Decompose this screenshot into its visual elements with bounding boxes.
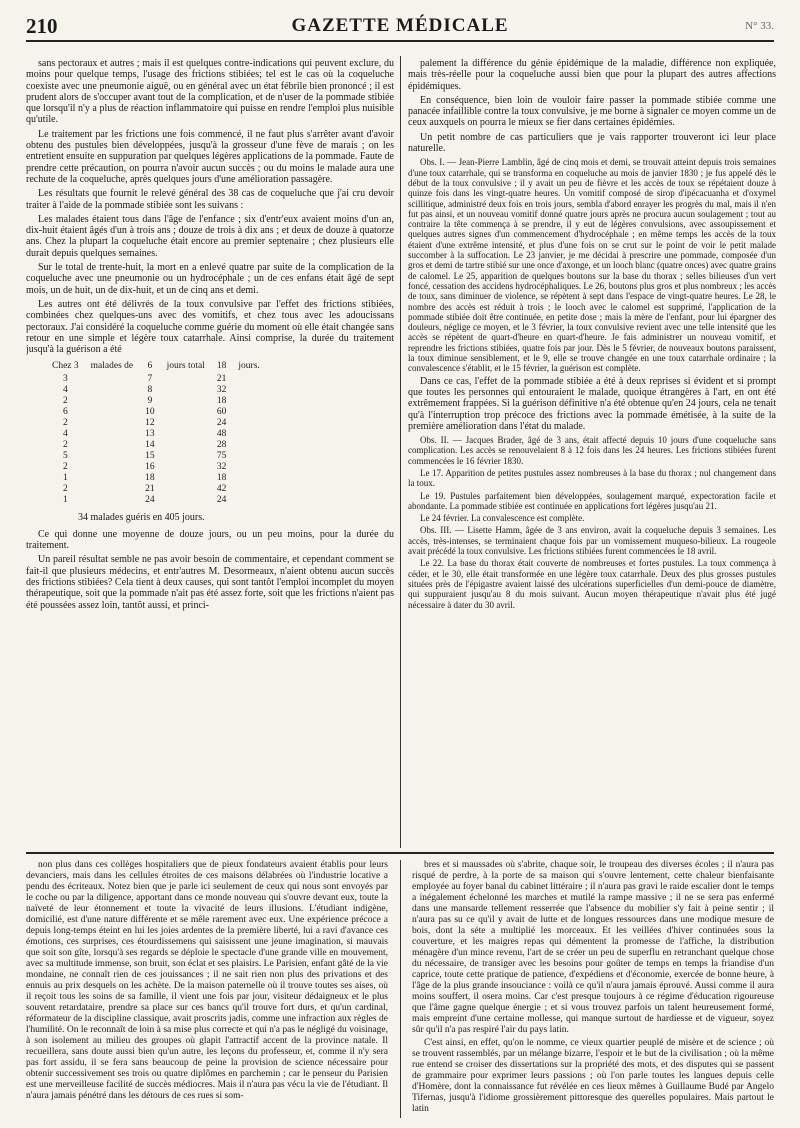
page-header — [26, 14, 774, 42]
table-cell — [161, 495, 211, 506]
table-row — [46, 407, 266, 418]
paragraph: C'est ainsi, en effet, qu'on le nomme, ce vieux quartier peuplé de misère et de science ; où se trouvent rassemblés, par un mélange bizarre, l'espoir et le but de la civilisation ; où la même rue entend se croiser des dissertations sur la propriété des mots, et des disputes qui se passent de grammaire pour exprimer leurs passions ; où l'on parle toutes les langues depuis celle d'Homère, dont la connaissance fut révélée en ces lieux mêmes à Guillaume Budé par Angelo Tifernas, jusqu'à l'idiome grossièrement pittoresque des querelles populaires. Mais partout le latin — [412, 1038, 774, 1114]
table-cell: 6 — [147, 361, 153, 372]
table-cell: 5 — [62, 451, 68, 462]
table-cell: 6 — [62, 407, 68, 418]
table-row — [46, 473, 266, 484]
total-text: malades guéris en — [90, 512, 163, 524]
table-cell: 18 — [145, 473, 155, 484]
table-cell: 18 — [216, 361, 227, 372]
table-cell — [161, 462, 211, 473]
table-cell: 48 — [216, 429, 227, 440]
paragraph: palement la différence du génie épidémique de la maladie, différence non expliquée, mais très-réelle pour la coqueluche aussi bien que pour la plupart des autres affections épidémiques. — [408, 58, 776, 92]
feuilleton-left-column — [26, 860, 388, 1120]
treatment-duration-table — [46, 361, 266, 506]
table-cell: 14 — [145, 440, 155, 451]
table-cell — [232, 484, 265, 495]
paragraph: Dans ce cas, l'effet de la pommade stibiée a été à deux reprises si évident et si prompt que toutes les personnes qui entouraient le malade, quoique étrangères à l'art, en ont été extrêmement frappées. Si la guérison définitive n'a été obtenue qu'en 24 jours, cela ne tenait qu'à l'interruption trop précoce des frictions avec la pommade émétisée, à la suite de la première amélioration dans l'état du malade. — [408, 375, 776, 432]
table-cell: 32 — [216, 462, 227, 473]
table-cell: 12 — [145, 418, 155, 429]
table-cell: malades de — [90, 361, 134, 372]
table-cell: 1 — [62, 473, 68, 484]
table-row — [46, 440, 266, 451]
table-cell: 21 — [145, 484, 155, 495]
table-cell: 3 — [62, 374, 68, 385]
table-row — [46, 429, 266, 440]
table-cell — [161, 429, 211, 440]
paragraph: Les malades étaient tous dans l'âge de l'enfance ; six d'entr'eux avaient moins d'un an, dix-huit étaient âgés d'un à trois ans ; douze de trois à dix ans ; et deux de douze à quatorze ans. Chez la plupart la coqueluche était encore au premier septenaire ; chez plusieurs elle durait depuis quelques semaines. — [26, 213, 394, 259]
table-cell: 21 — [216, 374, 227, 385]
table-cell — [85, 440, 139, 451]
table-cell — [232, 451, 265, 462]
paragraph: Obs. I. — Jean-Pierre Lamblin, âgé de cinq mois et demi, se trouvait atteint depuis trois semaines d'une toux catarrhale, qui se transforma en coqueluche au mois de janvier 1830 ; je fus appelé dès le début de la toux convulsive ; il y avait un peu de fièvre et les accès de toux se répétaient douze à quinze fois dans les vingt-quatre heures. Un vomitif composé de sirop d'ipécacuanha et d'oxymel scillitique, administré deux fois en trois jours, sembla d'abord enrayer les progrès du mal, mais il n'en fut pas ainsi, et un nouveau vomitif donné quatre jours après ne procura aucun soulagement ; tout au contraire la tête commença à se prendre, il y eut de légères convulsions, avec assoupissement et quelques autres signes d'un commencement d'hydrocéphale ; en même temps les accès de la toux étaient d'une extrême intensité, et plus d'une fois on se crut sur le point de voir le petit malade succomber à la suffocation. Le 23 janvier, je me décidai à prescrire une pommade, composée d'un gros et demi de tartre stibié sur une once d'axonge, et un looch blanc (quatre onces) avec quatre grains de calomel. Le 25, apparition de quelques boutons sur la base du thorax ; selles bilieuses d'un vert foncé, cessation des accidens hydrocéphaliques. Le 26, boutons plus gros et plus nombreux ; les accès de toux, sans diminuer de violence, se répètent à sept dans l'espace de vingt-quatre heures. Le 28, le nombre des accès est réduit à trois ; le looch avec le calomel est supprimé, l'application de la pommade stibiée doit être continuée, en petite dose ; mais la mère de l'enfant, pour lui épargner des douleurs, néglige ce moyen, et le 3 février, la toux convulsive revient avec une telle intensité que les accès se répètent de quart-d'heure en quart-d'heure. Je fais administrer un nouveau vomitif, et reprendre les frictions stibiées, quatre fois par jour. Dès le 5 février, de nouveaux boutons paraissent, la toux diminue sensiblement, et le 9, elle se trouve changée en une toux catarrhale ordinaire ; la convalescence s'établit, et le 15 février, la guérison est complète. — [408, 157, 776, 374]
paragraph: Un pareil résultat semble ne pas avoir besoin de commentaire, et cependant comment se fait-il que plusieurs médecins, et entr'autres M. Desormeaux, n'aient obtenu aucun succès des frictions stibiées? Cela tient à deux causes, qui sont tantôt l'emploi incomplet du moyen thérapeutique, soit que la pommade n'ait pas été assez forte, soit que les frictions n'aient pas été poussées assez loin, tantôt aussi, et princi- — [26, 554, 394, 611]
table-cell: 18 — [216, 396, 227, 407]
table-cell — [161, 440, 211, 451]
table-cell: 10 — [145, 407, 155, 418]
table-cell: 32 — [216, 385, 227, 396]
table-cell: 2 — [62, 418, 68, 429]
table-row — [46, 462, 266, 473]
table-cell — [232, 440, 265, 451]
table-cell — [85, 462, 139, 473]
page-title: GAZETTE MÉDICALE — [291, 15, 509, 36]
right-column — [408, 58, 776, 848]
paragraph: bres et si maussades où s'abrite, chaque soir, le troupeau des diverses écoles ; il n'aura pas risqué de perdre, à la porte de sa maison qui s'ouvre lentement, cette chaleur bienfaisante employée au foyer banal du cabinet littéraire ; il n'aura pas gravi le raide escalier dont le temps a inégalement échelonné les marches et mutilé la rampe massive ; il ne se sera pas enfermé dans une mansarde tellement resserrée que l'absence du mobilier s'y fait à peine sentir ; il n'aura pas su ce qu'il y avait de lutte et de longues ressources dans une modique mesure de bois, dont la séte a multiplié les morceaux. Et les veillées d'hiver continuées sous la couverture, et les maigres repas qui démentent la promesse de l'affiche, la distribution ménagère d'un mince revenu, l'art de se créer un peu de superflu en retranchant quelque chose du nécessaire, de transiger avec les besoins pour goûter de temps en temps la friandise d'un caprice, toute cette pratique de patience, d'expédiens et d'économie, exercée de bonne heure, à l'âge de la plus grande insouciance : voilà ce qu'il n'aura jamais éprouvé. Aussi comme il aura moins souffert, il osera moins. Car c'est presque toujours à ce régime d'éducation rigoureuse que l'âme gagne quelque énergie ; et si vous trouvez parfois un talent heureusement formé, mais empreint d'une certaine mollesse, qui manque surtout de hardiesse et de vigueur, soyez sûr qu'il n'a pas respiré l'air du pays latin. — [412, 860, 774, 1035]
paragraph: Le 24 février. La convalescence est complète. — [420, 513, 585, 524]
column-divider — [400, 860, 401, 1118]
table-row — [46, 418, 266, 429]
issue-number: N° 33. — [745, 20, 774, 32]
table-cell — [161, 396, 211, 407]
paragraph: Un petit nombre de cas particuliers que je vais rapporter trouveront ici leur place naturelle. — [408, 131, 776, 155]
paragraph: Sur le total de trente-huit, la mort en a enlevé quatre par suite de la complication de la coqueluche avec une pneumonie ou un hydrocéphale ; un de ces enfans était âgé de sept mois, un de huit, un de dix-huit, et un de cinq ans et demi. — [26, 262, 394, 296]
table-cell: 24 — [145, 495, 155, 506]
table-cell: 7 — [147, 374, 153, 385]
table-cell — [161, 407, 211, 418]
table-cell — [85, 451, 139, 462]
table-cell: 2 — [62, 396, 68, 407]
table-body — [46, 374, 266, 506]
table-cell — [232, 462, 265, 473]
table-row — [46, 385, 266, 396]
table-cell — [85, 418, 139, 429]
table-cell: 2 — [62, 484, 68, 495]
table-cell: 4 — [62, 429, 68, 440]
table-cell — [85, 374, 139, 385]
table-cell: 13 — [145, 429, 155, 440]
total-text: jours. — [182, 512, 205, 524]
table-cell: 16 — [145, 462, 155, 473]
table-row — [46, 374, 266, 385]
page-number: 210 — [26, 14, 58, 38]
table-cell: 75 — [216, 451, 227, 462]
observation-1 — [408, 157, 776, 373]
total-jours: 405 — [164, 512, 180, 524]
table-cell: 24 — [216, 418, 227, 429]
paragraph: Les autres ont été délivrés de la toux convulsive par l'effet des frictions stibiées, combinées chez quelques-uns avec des vomitifs, et chez tous avec les adoucissans pectoraux. J'ai considéré la coqueluche comme guérie du moment où elle était changée sans retour en une simple et légère toux catarrhale. Ainsi comprise, la durée du traitement jusqu'à la guérison a été — [26, 298, 394, 356]
table-cell — [161, 374, 211, 385]
table-row — [46, 484, 266, 495]
table-cell: 2 — [62, 462, 68, 473]
table-cell: Chez 3 — [52, 361, 79, 372]
table-cell: 2 — [62, 440, 68, 451]
table-cell — [85, 495, 139, 506]
table-cell — [232, 495, 265, 506]
table-cell: 60 — [216, 407, 227, 418]
paragraph: En conséquence, bien loin de vouloir faire passer la pommade stibiée comme une panacée infaillible contre la toux convulsive, je me borne à signaler ce moyen comme un de ceux auxquels on pourra le mieux se fier dans certaines épidémies. — [408, 94, 776, 129]
observation-2 — [408, 435, 776, 523]
total-malades: 34 — [78, 512, 88, 524]
paragraph: Le 17. Apparition de petites pustules assez nombreuses à la base du thorax ; nul changement dans la toux. — [408, 467, 776, 489]
table-cell: 24 — [216, 495, 227, 506]
table-cell: 42 — [216, 484, 227, 495]
observation-3 — [408, 525, 776, 609]
table-cell — [232, 429, 265, 440]
paragraph: Le 19. Pustules parfaitement bien développées, soulagement marqué, expectoration facile et abondante. La pommade stibiée est continuée en applications fort légères jusqu'au 21. — [408, 490, 776, 511]
paragraph: Obs. II. — Jacques Brader, âgé de 3 ans, était affecté depuis 10 jours d'une coqueluche sans complication. Les accès se renouvelaient 8 à 12 fois dans les 24 heures. Les frictions stibiées furent commencées le 16 février 1830. — [408, 435, 776, 466]
table-cell: 9 — [147, 396, 153, 407]
table-cell — [232, 396, 265, 407]
table-cell — [232, 418, 265, 429]
table-row — [46, 396, 266, 407]
table-cell: 18 — [216, 473, 227, 484]
table-cell — [161, 484, 211, 495]
table-cell — [161, 451, 211, 462]
paragraph: Le 22. La base du thorax était couverte de nombreuses et fortes pustules. La toux commença à céder, et le 30, elle était transformée en une légère toux catarrhale. Deux des plus grosses pustules situées près de l'épigastre avaient laissé des ulcérations superficielles d'un demi-pouce de diamètre, qui suppuraient jusqu'au 8 du mois suivant. Aucun moyen thérapeutique n'avait plus été jugé nécessaire à dater du 30 avril. — [408, 558, 776, 610]
table-cell — [232, 385, 265, 396]
table-cell — [85, 429, 139, 440]
paragraph: Le traitement par les frictions une fois commencé, il ne faut plus s'arrêter avant d'avoir obtenu des pustules bien développées, jusqu'à la grosseur d'une fève de marais ; on les entretient ensuite en suppuration par quelques légères applications de la pommade. Faute de prendre cette précaution, on pourra n'avoir aucun succès ; ou du moins le malade aura une rechute de la coqueluche, après quelques jours d'une amélioration passagère. — [26, 128, 394, 185]
table-cell: 4 — [62, 385, 68, 396]
table-cell: 15 — [145, 451, 155, 462]
table-cell: 8 — [147, 385, 153, 396]
column-divider — [400, 56, 401, 848]
paragraph: non plus dans ces collèges hospitaliers que de pieux fondateurs avaient établis pour leurs devanciers, mais dans les cellules étroites de ces maisons délabrées où l'industrie locative a pendu des écriteaux. Notez bien que je parle ici seulement de ceux qui nous sont envoyés par le coche ou par la diligence, apportant dans ce monde nouveau qui s'ouvre devant eux, toute la naïveté de leur étonnement et toute la vivacité de leurs illusions. L'étudiant indigène, domicilié, est d'une nature différente et se mêle rarement avec eux. Une expérience précoce a depuis long-temps éteint en lui les joies ardentes de la première liberté, lui a ravi d'avance ces émotions, ces surprises, ces étourdissemens qui saisissent une jeune imagination, si mauvais que soit son gîte, lorsqu'à ses regards se déploie le spectacle d'une grande ville en mouvement, avec sa multitude immense, son bruit, son éclat et ses plaisirs. Le Parisien, enfant gâté de la vie mondaine, ne connaît rien de ces jouissances ; il ne sait rien non plus des privations et des ennuis au prix desquels on les achète. De la maison paternelle où il trouve toutes ses aises, où il reçoit tous les soins de sa famille, il vient une fois par jour, visiteur dédaigneux et le plus souvent retardataire, prendre sa place sur ces bancs qu'il trouve fort durs, et qu'un cardinal, réformateur de la discipline classique, avait proscrits jadis, comme une infraction aux règles de l'humilité. On le reconnaît de loin à sa mise plus correcte et qui n'a pas le négligé du voisinage, à son isolement au milieu des groupes où glapit l'attractif accent de la province natale. Il recueillera, sans doute aussi bien qu'un autre, les leçons du professeur, et, comme il n'y sera pas fort assidu, il se fera sans beaucoup de peine la provision de science nécessaire pour obtenir successivement ses trois ou quatre diplômes en parchemin ; car le penseur du Parisien est une merveilleuse facilité de succès médiocres. Mais il n'aura pas vécu la vie de l'étudiant. Il n'aura jamais pénétré dans les détours de ces rues si som- — [26, 860, 388, 1101]
left-column — [26, 58, 394, 848]
table-cell — [85, 484, 139, 495]
table-cell — [85, 396, 139, 407]
table-cell — [161, 418, 211, 429]
paragraph: Les résultats que fournit le relevé général des 38 cas de coqueluche que j'ai cru devoir traiter à l'aide de la pommade stibiée sont les suivans : — [26, 188, 394, 211]
paragraph: sans pectoraux et autres ; mais il est quelques contre-indications qui peuvent exclure, du moins pour quelque temps, l'usage des frictions stibiées; tel est le cas où la coqueluche coexiste avec une pneumonie aiguë, ou en général avec un état fébrile bien prononcé ; il est prudent alors de s'occuper avant tout de la complication, et de n'user de la pommade stibiée que lorsqu'il n'y a plus de réaction inflammatoire qui puisse en rendre l'emploi plus nuisible qu'utile. — [26, 58, 394, 126]
table-total-line — [78, 512, 394, 523]
table-cell: jours. — [238, 361, 260, 372]
table-cell — [85, 385, 139, 396]
table-cell: 28 — [216, 440, 227, 451]
table-header-row — [46, 361, 266, 374]
table-cell — [232, 374, 265, 385]
table-cell — [85, 473, 139, 484]
table-cell — [232, 473, 265, 484]
table-cell — [232, 407, 265, 418]
table-cell: 1 — [62, 495, 68, 506]
table-row — [46, 451, 266, 462]
table-cell — [161, 473, 211, 484]
paragraph: Obs. III. — Lisette Hamm, âgée de 3 ans environ, avait la coqueluche depuis 3 semaines. Les accès, très-intenses, se terminaient chaque fois par un vomissement muqueso-bilieux. La rougeole avait précédé la toux convulsive. Les frictions stibiées furent commencées le 18 avril. — [408, 525, 776, 557]
feuilleton-right-column — [412, 860, 774, 1120]
table-row — [46, 495, 266, 506]
table-cell — [85, 407, 139, 418]
table-cell — [161, 385, 211, 396]
paragraph: Ce qui donne une moyenne de douze jours, ou un peu moins, pour la durée du traitement. — [26, 528, 394, 552]
feuilleton-section — [26, 852, 774, 1124]
table-cell: jours total — [166, 361, 205, 372]
